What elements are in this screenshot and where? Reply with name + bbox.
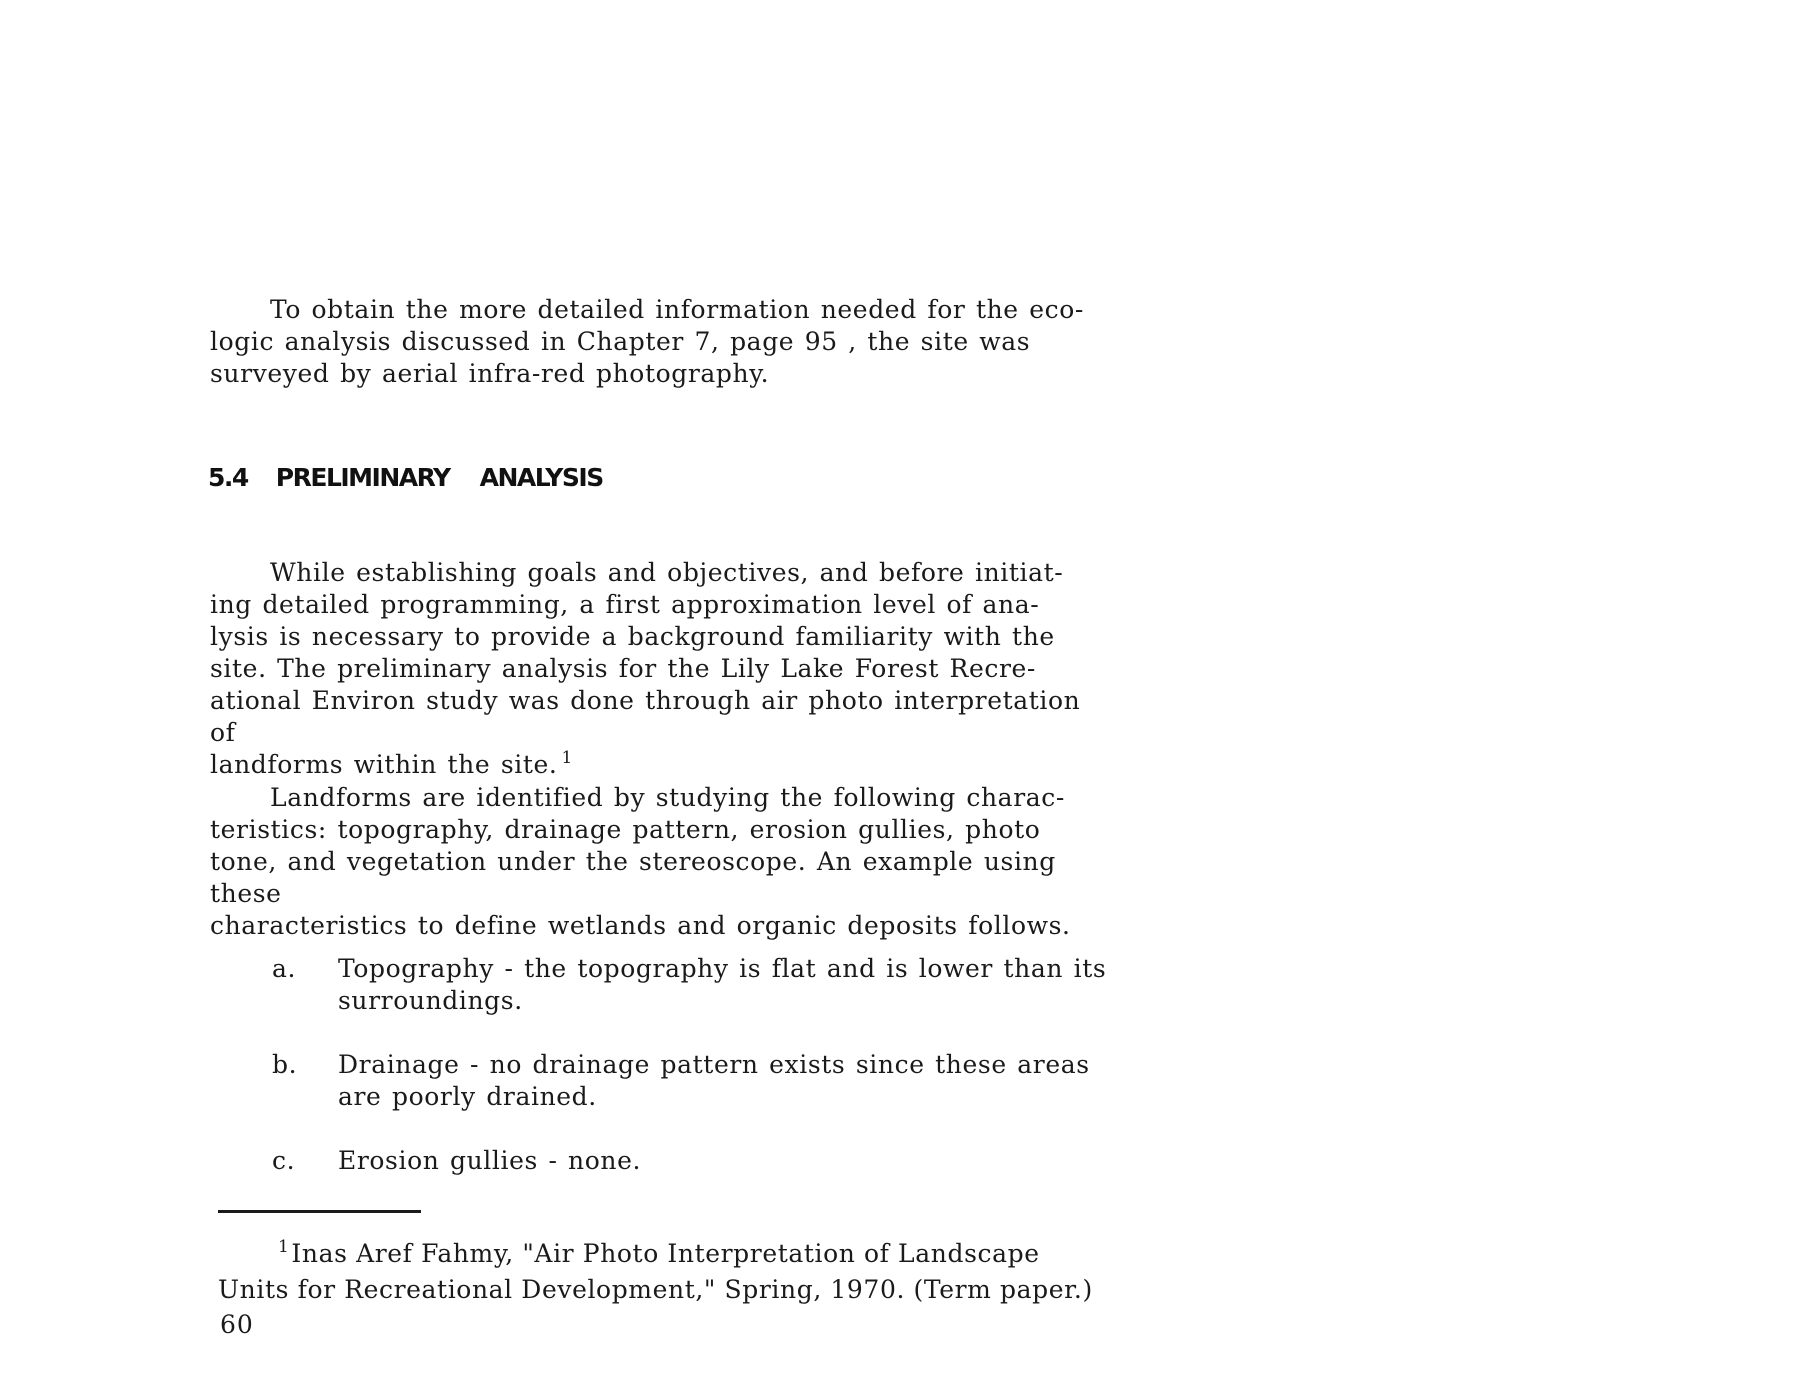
list-item-text	[338, 1145, 1112, 1177]
page-number: 60	[220, 1310, 254, 1339]
list-item-text	[338, 1049, 1112, 1113]
para1-line-4: site. The preliminary analysis for the Lily Lake Forest Recre-	[210, 654, 1036, 683]
footnote-divider	[218, 1210, 421, 1213]
footnote-reference: 1	[561, 748, 573, 768]
intro-line-2: logic analysis discussed in Chapter 7, page 95 , the site was	[210, 327, 1031, 356]
intro-line-1: To obtain the more detailed information needed for the eco-	[270, 295, 1084, 324]
footnote	[218, 1236, 1118, 1308]
para1-line-5: ational Environ study was done through air photo interpretation of	[210, 686, 1081, 747]
section-title-word-1: PRELIMINARY	[275, 463, 450, 492]
intro-paragraph	[210, 294, 1110, 390]
para2-line-1: Landforms are identified by studying the following charac-	[270, 783, 1065, 812]
para1-line-1: While establishing goals and objectives, and before initiat-	[270, 558, 1064, 587]
list-item-line-1: Topography - the topography is flat and is lower than its	[338, 954, 1107, 983]
intro-line-3: surveyed by aerial infra-red photography.	[210, 359, 770, 388]
footnote-line-2: Units for Recreational Development," Spring, 1970. (Term paper.)	[218, 1275, 1093, 1304]
list-item	[272, 953, 1112, 1017]
list-marker: a.	[272, 954, 297, 983]
list-item-text	[338, 953, 1112, 1017]
footnote-line-1: Inas Aref Fahmy, "Air Photo Interpretation of Landscape	[291, 1239, 1040, 1268]
list-item-line-1: Drainage - no drainage pattern exists since these areas	[338, 1050, 1090, 1079]
footnote-marker: 1	[278, 1237, 290, 1257]
para2-line-3: tone, and vegetation under the stereoscope. An example using these	[210, 847, 1056, 908]
para1-line-2: ing detailed programming, a first approximation level of ana-	[210, 590, 1040, 619]
para1-line-6: landforms within the site.	[210, 750, 558, 779]
section-heading	[208, 463, 603, 492]
para1-line-3: lysis is necessary to provide a background familiarity with the	[210, 622, 1055, 651]
section-title-word-2: ANALYSIS	[479, 463, 603, 492]
para2-line-2: teristics: topography, drainage pattern, erosion gullies, photo	[210, 815, 1041, 844]
section-number: 5.4	[208, 463, 248, 492]
landforms-paragraph	[210, 782, 1110, 942]
preliminary-analysis-paragraph	[210, 557, 1110, 781]
list-item-line-1: Erosion gullies - none.	[338, 1146, 642, 1175]
list-item-line-2: are poorly drained.	[338, 1082, 597, 1111]
list-marker: b.	[272, 1050, 298, 1079]
para2-line-4: characteristics to define wetlands and organic deposits follows.	[210, 911, 1071, 940]
list-item	[272, 1049, 1112, 1113]
list-item-line-2: surroundings.	[338, 986, 523, 1015]
list-marker: c.	[272, 1146, 296, 1175]
list-item	[272, 1145, 1112, 1177]
